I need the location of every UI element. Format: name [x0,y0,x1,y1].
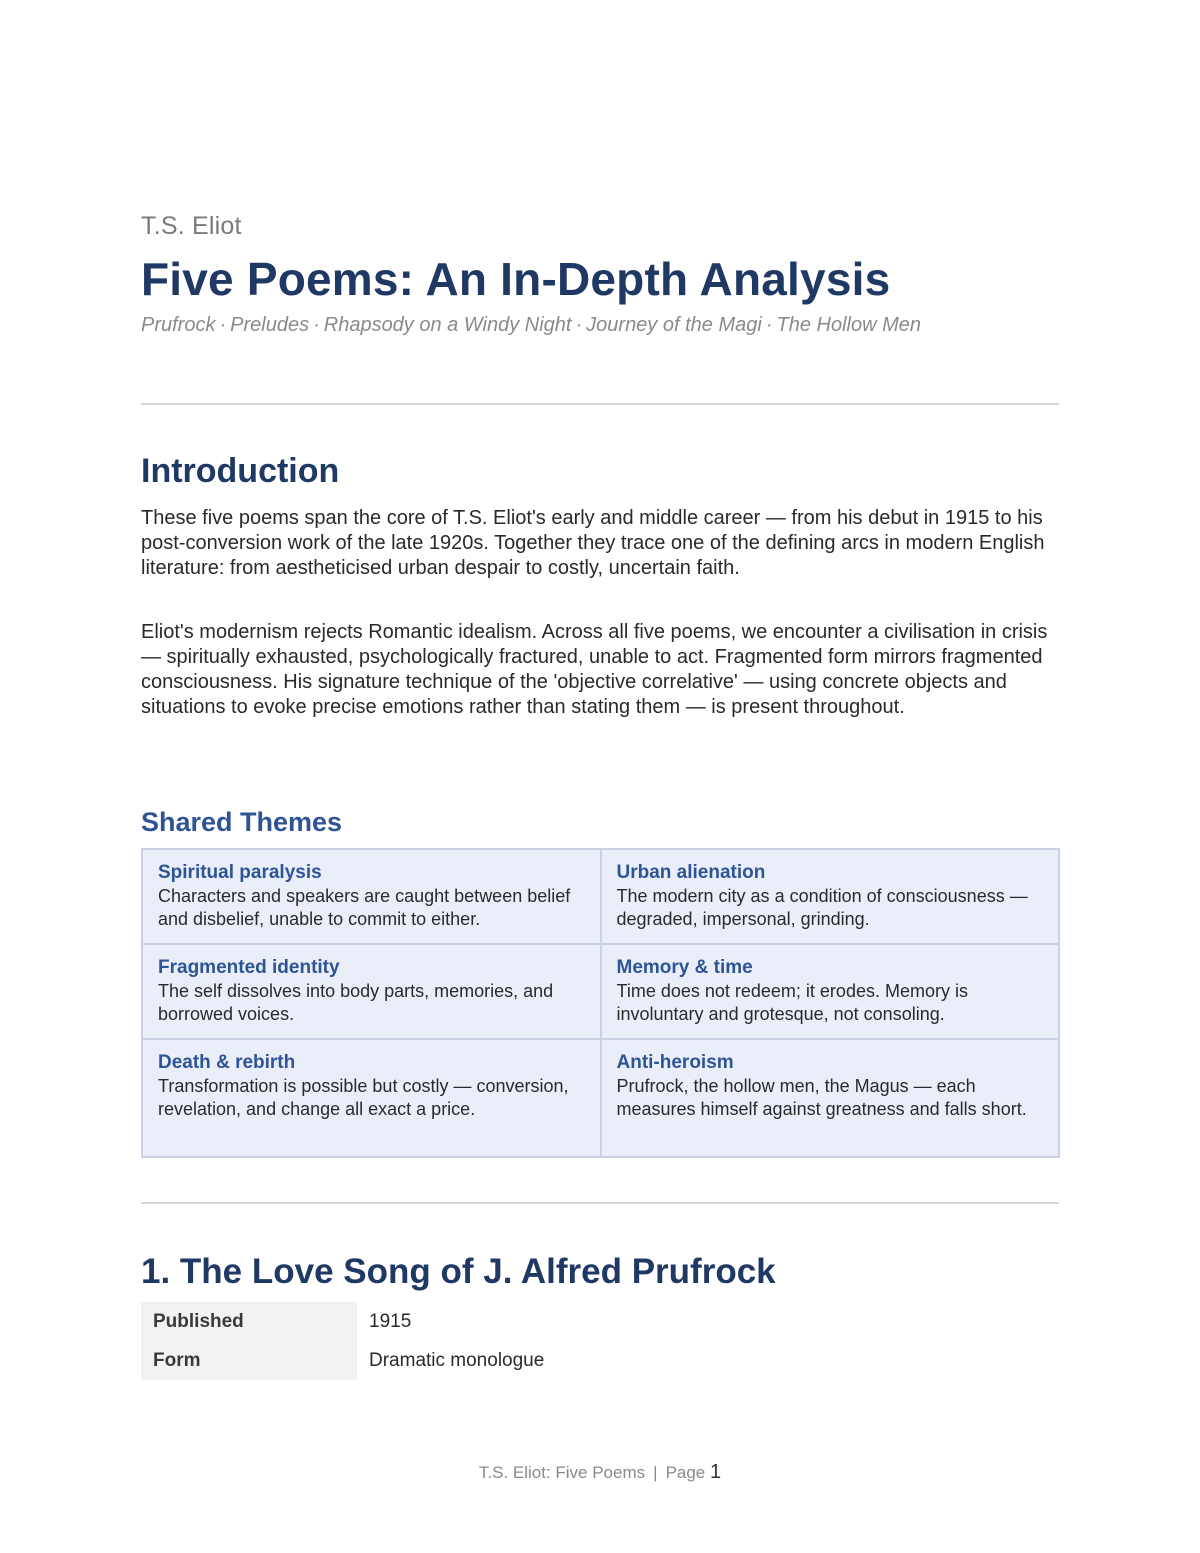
theme-name: Memory & time [616,957,753,978]
section-divider [141,1202,1059,1204]
meta-row [141,1341,657,1380]
meta-value: Dramatic monologue [369,1349,545,1371]
separator: · [313,314,320,336]
introduction-heading: Introduction [141,452,340,490]
theme-cell [601,1039,1060,1157]
theme-description: The modern city as a condition of consciousness — degraded, impersonal, grinding. [616,886,1028,929]
poem-list-item: Rhapsody on a Windy Night [323,314,572,336]
themes-row [142,944,1059,1039]
meta-row [141,1302,657,1341]
theme-description: Transformation is possible but costly — conversion, revelation, and change all exact a price. [158,1076,569,1119]
page-footer [141,1461,1059,1484]
page-number: 1 [710,1461,722,1483]
theme-description: Prufrock, the hollow men, the Magus — each measures himself against greatness and falls short. [616,1076,1027,1119]
poem-heading: 1. The Love Song of J. Alfred Prufrock [141,1252,776,1291]
poem-meta-table [141,1302,657,1380]
introduction-paragraph: These five poems span the core of T.S. Eliot's early and middle career — from his debut in 1915 to his post-conversion work of the late 1920s. Together they trace one of the defining arcs in modern English literature: from aestheticised urban despair to costly, uncertain faith. [141,507,1045,579]
separator: · [575,314,583,336]
footer-page-label: Page [665,1463,706,1482]
poem-list-item: The Hollow Men [776,314,921,336]
meta-value: 1915 [369,1310,412,1332]
section-divider [141,403,1059,405]
meta-label: Form [141,1341,357,1380]
theme-name: Urban alienation [616,862,766,883]
poem-list-item: Preludes [230,314,310,336]
theme-description: The self dissolves into body parts, memories, and borrowed voices. [158,981,554,1024]
meta-label: Published [141,1302,357,1341]
theme-description: Characters and speakers are caught between belief and disbelief, unable to commit to either. [158,886,571,929]
theme-cell [142,1039,601,1157]
themes-row [142,1039,1059,1157]
themes-row [142,849,1059,944]
footer-doc-title: T.S. Eliot: Five Poems [478,1463,646,1482]
theme-description: Time does not redeem; it erodes. Memory is involuntary and grotesque, not consoling. [616,981,968,1024]
document-page [141,0,1059,1553]
theme-cell [601,944,1060,1039]
shared-themes-table [141,848,1060,1158]
theme-name: Death & rebirth [158,1052,296,1073]
theme-cell [142,849,601,944]
separator: · [765,314,773,336]
introduction-paragraph: Eliot's modernism rejects Romantic idealism. Across all five poems, we encounter a civilisation in crisis — spiritually exhausted, psychologically fractured, unable to act. Fragmented form mirrors fragmented consciousness. His signature technique of the 'objective correlative' — using concrete objects and situations to evoke precise emotions rather than stating them — is present throughout. [141,621,1048,718]
poem-list-item: Journey of the Magi [586,314,762,336]
separator: · [219,314,227,336]
shared-themes-heading: Shared Themes [141,807,343,837]
theme-cell [142,944,601,1039]
theme-name: Spiritual paralysis [158,862,322,883]
theme-cell [601,849,1060,944]
poem-list-subtitle [141,314,921,337]
theme-name: Fragmented identity [158,957,340,978]
document-title: Five Poems: An In-Depth Analysis [141,253,891,305]
author-label: T.S. Eliot [141,212,242,240]
theme-name: Anti-heroism [616,1052,734,1073]
footer-divider: | [653,1463,658,1482]
poem-list-item: Prufrock [141,314,216,336]
